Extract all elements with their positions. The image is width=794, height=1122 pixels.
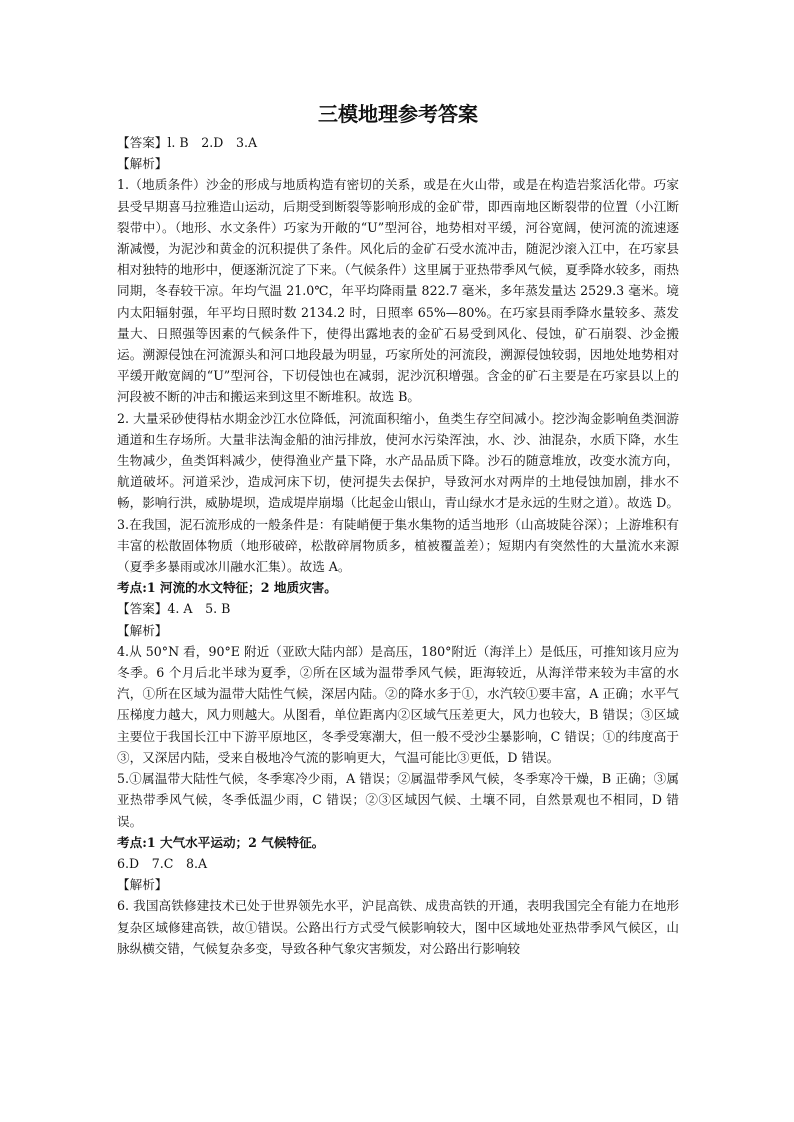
- explanation-q6: 6. 我国高铁修建技术已处于世界领先水平，沪昆高铁、成贵高铁的开通，表明我国完全有能力在地形复杂区域修建高铁，故①错误。公路出行方式受气候影响较大，图中区域地处亚热带季风气候区，山脉纵横交错，气候复杂多变，导致各种气象灾害频发，对公路出行影响较: [117, 898, 679, 956]
- key-points-2: 考点:1 大气水平运动；2 气候特征。: [117, 834, 325, 850]
- page-title: 三模地理参考答案: [318, 102, 478, 126]
- analysis-heading-2: 【解析】: [117, 622, 168, 638]
- key-points-1: 考点:1 河流的水文特征；2 地质灾害。: [117, 580, 337, 596]
- explanation-q3: 3.在我国，泥石流形成的一般条件是：有陡峭便于集水集物的适当地形（山高坡陡谷深）；上游堆积有丰富的松散固体物质（地形破碎，松散碎屑物质多，植被覆盖差）；短期内有突然性的大量流水来源（夏季多暴雨或冰川融水汇集）。故选 A。: [117, 516, 679, 575]
- answer-document: [117, 100, 679, 959]
- explanation-q2: 2. 大量采砂使得枯水期金沙江水位降低，河流面积缩小，鱼类生存空间减小。挖沙淘金影响鱼类洄游通道和生存场所。大量非法淘金船的油污排放，使河水污染浑浊，水、沙、油混杂，水质下降，水生生物减少，鱼类饵料减少，使得渔业产量下降，水产品品质下降。沙石的随意堆放，改变水流方向，航道破坏。河道采沙，造成河床下切，使河提失去保护，导致河水对两岸的土地侵蚀加剧，排水不畅，影响行洪，威胁堤坝，造成堤岸崩塌（比起金山银山，青山绿水才是永远的生财之道）。故选 D。: [117, 410, 679, 511]
- answer-line-2: 【答案】4. A 5. B: [117, 601, 231, 617]
- analysis-heading-3: 【解析】: [117, 877, 168, 893]
- answer-line-1: 【答案】l. B 2.D 3.A: [117, 135, 258, 150]
- answer-content: [117, 132, 679, 959]
- answer-line-3: 6.D 7.C 8.A: [117, 855, 208, 871]
- explanation-q4: 4.从 50°N 看，90°E 附近（亚欧大陆内部）是高压，180°附近（海洋上）是低压，可推知该月应为冬季。6 个月后北半球为夏季，②所在区域为温带季风气候，距海较近，从海洋带来较为丰富的水汽，①所在区域为温带大陆性气候，深居内陆。②的降水多于①，水汽较①要丰富，A 正确；水平气压梯度力越大，风力则越大。从图看，单位距离内②区域气压差更大，风力也较大，B 错误；③区域主要位于我国长江中下游平原地区，冬季受寒潮大，但一般不受沙尘暴影响，C 错误；①的纬度高于③，又深居内陆，受来自极地冷气流的影响更大，气温可能比③更低，D 错误。: [117, 643, 679, 765]
- explanation-q1: 1.（地质条件）沙金的形成与地质构造有密切的关系，或是在火山带，或是在构造岩浆活化带。巧家县受早期喜马拉雅造山运动，后期受到断裂等影响形成的金矿带，即西南地区断裂带的位置（小江断裂带中）。（地形、水文条件）巧家为开敞的“U”型河谷，地势相对平缓，河谷宽阔，使河流的流速逐渐减慢，为泥沙和黄金的沉积提供了条件。风化后的金矿石受水流冲击，随泥沙滚入江中，在巧家县相对独特的地形中，便逐渐沉淀了下来。（气候条件）这里属于亚热带季风气候，夏季降水较多，雨热同期，冬春较干凉。年均气温 21.0℃，年平均降雨量 822.7 毫米，多年蒸发量达 2529.3 毫米。境内太阳辐射强，年平均日照时数 2134.2 时，日照率 65%—80%。在巧家县雨季降水量较多、蒸发量大、日照强等因素的气候条件下，使得出露地表的金矿石易受到风化、侵蚀，矿石崩裂、沙金搬运。溯源侵蚀在河流源头和河口地段最为明显，巧家所处的河流段，溯源侵蚀较弱，因地处地势相对平缓开敞宽阔的“U”型河谷，下切侵蚀也在减弱，泥沙沉积增强。含金的矿石主要是在巧家县以上的河段被不断的冲击和搬运来到这里不断堆积。故选 B。: [117, 177, 679, 405]
- analysis-heading-1: 【解析】: [117, 156, 168, 172]
- explanation-q5: 5.①属温带大陆性气候，冬季寒冷少雨，A 错误；②属温带季风气候，冬季寒冷干燥，B 正确；③属亚热带季风气候，冬季低温少雨，C 错误；②③区域因气候、土壤不同，自然景观也不相同，D 错误。: [117, 771, 679, 829]
